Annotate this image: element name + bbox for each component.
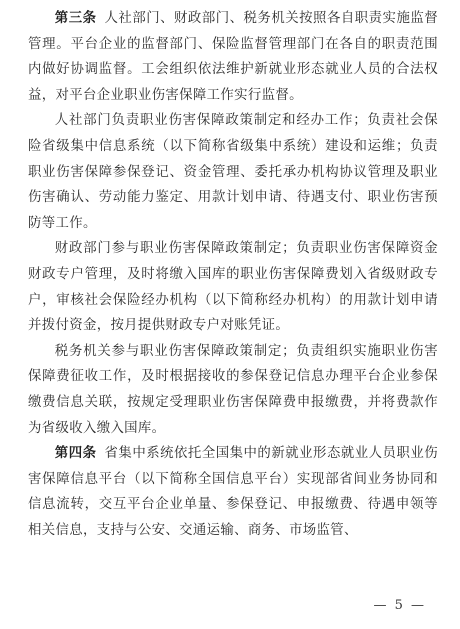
document-body xyxy=(28,6,438,543)
article-4-label: 第四条 xyxy=(54,446,97,462)
page-number: — 5 — xyxy=(373,598,426,613)
article-3-paragraph-2: 人社部门负责职业伤害保障政策制定和经办工作；负责社会保险省级集中信息系统（以下简称省级集中系统）建设和运维；负责职业伤害保障参保登记、资金管理、委托承办机构协议管理及职业伤害确认、劳动能力鉴定、用款计划申请、待遇支付、职业伤害预防等工作。 xyxy=(28,113,438,231)
article-3-paragraph-4: 税务机关参与职业伤害保障政策制定；负责组织实施职业伤害保障费征收工作，及时根据接收的参保登记信息办理平台企业参保缴费信息关联，按规定受理职业伤害保障费申报缴费，并将费款作为省级收入缴入国库。 xyxy=(28,343,438,436)
article-4-text: 省集中系统依托全国集中的新就业形态就业人员职业伤害保障信息平台（以下简称全国信息平台）实现部省间业务协同和信息流转，交互平台企业单量、参保登记、申报缴费、待遇申领等相关信息，支持与公安、交通运输、商务、市场监管、 xyxy=(28,446,438,538)
article-3-paragraph-3: 财政部门参与职业伤害保障政策制定；负责职业伤害保障资金财政专户管理，及时将缴入国库的职业伤害保障费划入省级财政专户，审核社会保险经办机构（以下简称经办机构）的用款计划申请并拨付资金，按月提供财政专户对账凭证。 xyxy=(28,241,438,334)
article-3-text: 人社部门、财政部门、税务机关按照各自职责实施监督管理。平台企业的监督部门、保险监督管理部门在各自的职责范围内做好协调监督。工会组织依法维护新就业形态就业人员的合法权益，对平台企业职业伤害保障工作实行监督。 xyxy=(28,11,438,103)
article-3-label: 第三条 xyxy=(54,11,97,26)
article-3-paragraph-1 xyxy=(28,6,438,108)
article-4-paragraph-1 xyxy=(28,441,438,543)
